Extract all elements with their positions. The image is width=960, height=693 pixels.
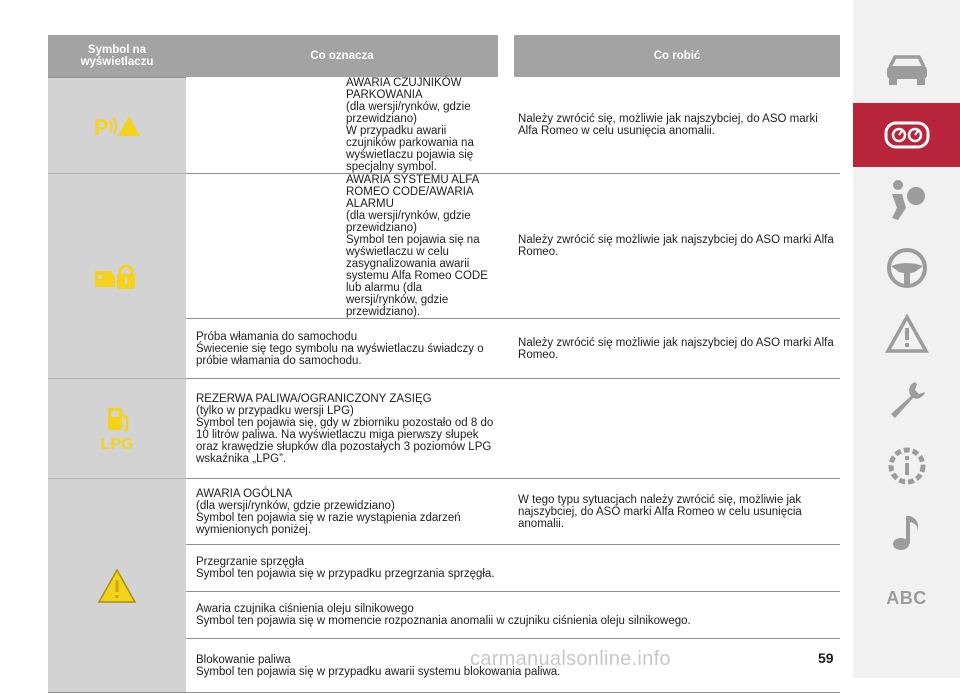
svg-text:LPG: LPG xyxy=(100,435,134,452)
sidebar-item-dashboard[interactable] xyxy=(853,103,960,167)
abc-index-label: ABC xyxy=(886,587,927,608)
meaning-cell: AWARIA OGÓLNA (dla wersji/rynków, gdzie przewidziano) Symbol ten pojawia się w razie wystąpienia zdarzeń wymienionych poniżej. xyxy=(186,479,498,545)
sidebar-item-safety[interactable] xyxy=(853,168,960,232)
meaning-cell: AWARIA SYSTEMU ALFA ROMEO CODE/AWARIA ALARMU (dla wersji/rynków, gdzie przewidziano) Symbol ten pojawia się na wyświetlaczu w celu zasygnalizowania awarii systemu Alfa Romeo CODE lub alarmu (dla wersji/rynków, gdzie przewidziano). xyxy=(186,174,498,319)
meaning-cell: Przegrzanie sprzęgła Symbol ten pojawia się w przypadku przegrzania sprzęgła. xyxy=(186,545,840,592)
meaning-cell: REZERWA PALIWA/OGRANICZONY ZASIĘG (tylko w przypadku wersji LPG) Symbol ten pojawia się, gdy w zbiorniku pozostało od 8 do 10 litrów paliwa. Na wyświetlaczu miga pierwszy słupek oraz krawędzie słupków dla pozostałych 3 poziomów LPG wskaźnika „LPG”. xyxy=(186,379,498,479)
sidebar-item-index[interactable] xyxy=(853,566,960,630)
lpg-symbol-cell xyxy=(48,379,186,479)
header-action: Co robić xyxy=(514,35,840,77)
warning-symbols-table xyxy=(48,35,840,693)
sidebar-item-emergency[interactable] xyxy=(853,302,960,366)
header-meaning: Co oznacza xyxy=(186,35,498,77)
page-number: 59 xyxy=(818,650,834,666)
action-cell: W tego typu sytuacjach należy zwrócić się, możliwie jak najszybciej, do ASO marki Alfa Romeo w celu usunięcia anomalii. xyxy=(514,479,840,545)
alarm-symbol-cell xyxy=(48,174,186,379)
table-row xyxy=(48,479,840,545)
info-gear-icon xyxy=(885,444,929,488)
car-icon xyxy=(884,53,930,87)
warning-icon xyxy=(885,314,929,354)
warning-table-page xyxy=(48,35,840,693)
table-row xyxy=(48,379,840,479)
table-row xyxy=(48,77,840,174)
sidebar-item-car[interactable] xyxy=(853,38,960,102)
meaning-cell: Próba włamania do samochodu Świecenie się tego symbolu na wyświetlaczu świadczy o próbie włamania do samochodu. xyxy=(186,319,498,379)
wrench-icon xyxy=(885,378,929,422)
parking-sensor-symbol-cell xyxy=(48,77,186,174)
action-cell: Należy zwrócić się, możliwie jak najszybciej, do ASO marki Alfa Romeo w celu usunięcia anomalii. xyxy=(514,77,840,174)
action-cell: Należy zwrócić się możliwie jak najszybciej do ASO marki Alfa Romeo. xyxy=(514,174,840,319)
general-warning-icon xyxy=(97,568,137,604)
action-cell xyxy=(514,379,840,479)
action-cell: Należy zwrócić się możliwie jak najszybciej do ASO marki Alfa Romeo. xyxy=(514,319,840,379)
lpg-fuel-icon xyxy=(96,406,138,452)
parking-sensor-fault-icon xyxy=(93,114,141,138)
header-symbol: Symbol na wyświetlaczu xyxy=(48,35,186,77)
watermark: carmanualsonline.info xyxy=(470,648,671,670)
steering-wheel-icon xyxy=(885,246,929,290)
sidebar-item-maintenance[interactable] xyxy=(853,368,960,432)
sidebar-item-multimedia[interactable] xyxy=(853,500,960,564)
chapter-sidebar xyxy=(853,0,960,678)
meaning-cell: Blokowanie paliwa Symbol ten pojawia się w przypadku awarii systemu blokowania paliwa. xyxy=(186,639,840,693)
dashboard-icon xyxy=(884,120,930,150)
svg-text:P: P xyxy=(94,114,109,138)
airbag-icon xyxy=(884,178,930,222)
sidebar-item-technical-data[interactable] xyxy=(853,434,960,498)
music-icon xyxy=(887,510,927,554)
table-row xyxy=(48,174,840,319)
general-fault-symbol-cell xyxy=(48,479,186,693)
sidebar-item-driving[interactable] xyxy=(853,236,960,300)
meaning-cell: Awaria czujnika ciśnienia oleju silnikowego Symbol ten pojawia się w momencie rozpoznania anomalii w czujniku ciśnienia oleju silnikowego. xyxy=(186,592,840,639)
alarm-code-fault-icon xyxy=(93,261,141,291)
meaning-cell: AWARIA CZUJNIKÓW PARKOWANIA (dla wersji/rynków, gdzie przewidziano) W przypadku awarii czujników parkowania na wyświetlaczu pojawia się specjalny symbol. xyxy=(186,77,498,174)
